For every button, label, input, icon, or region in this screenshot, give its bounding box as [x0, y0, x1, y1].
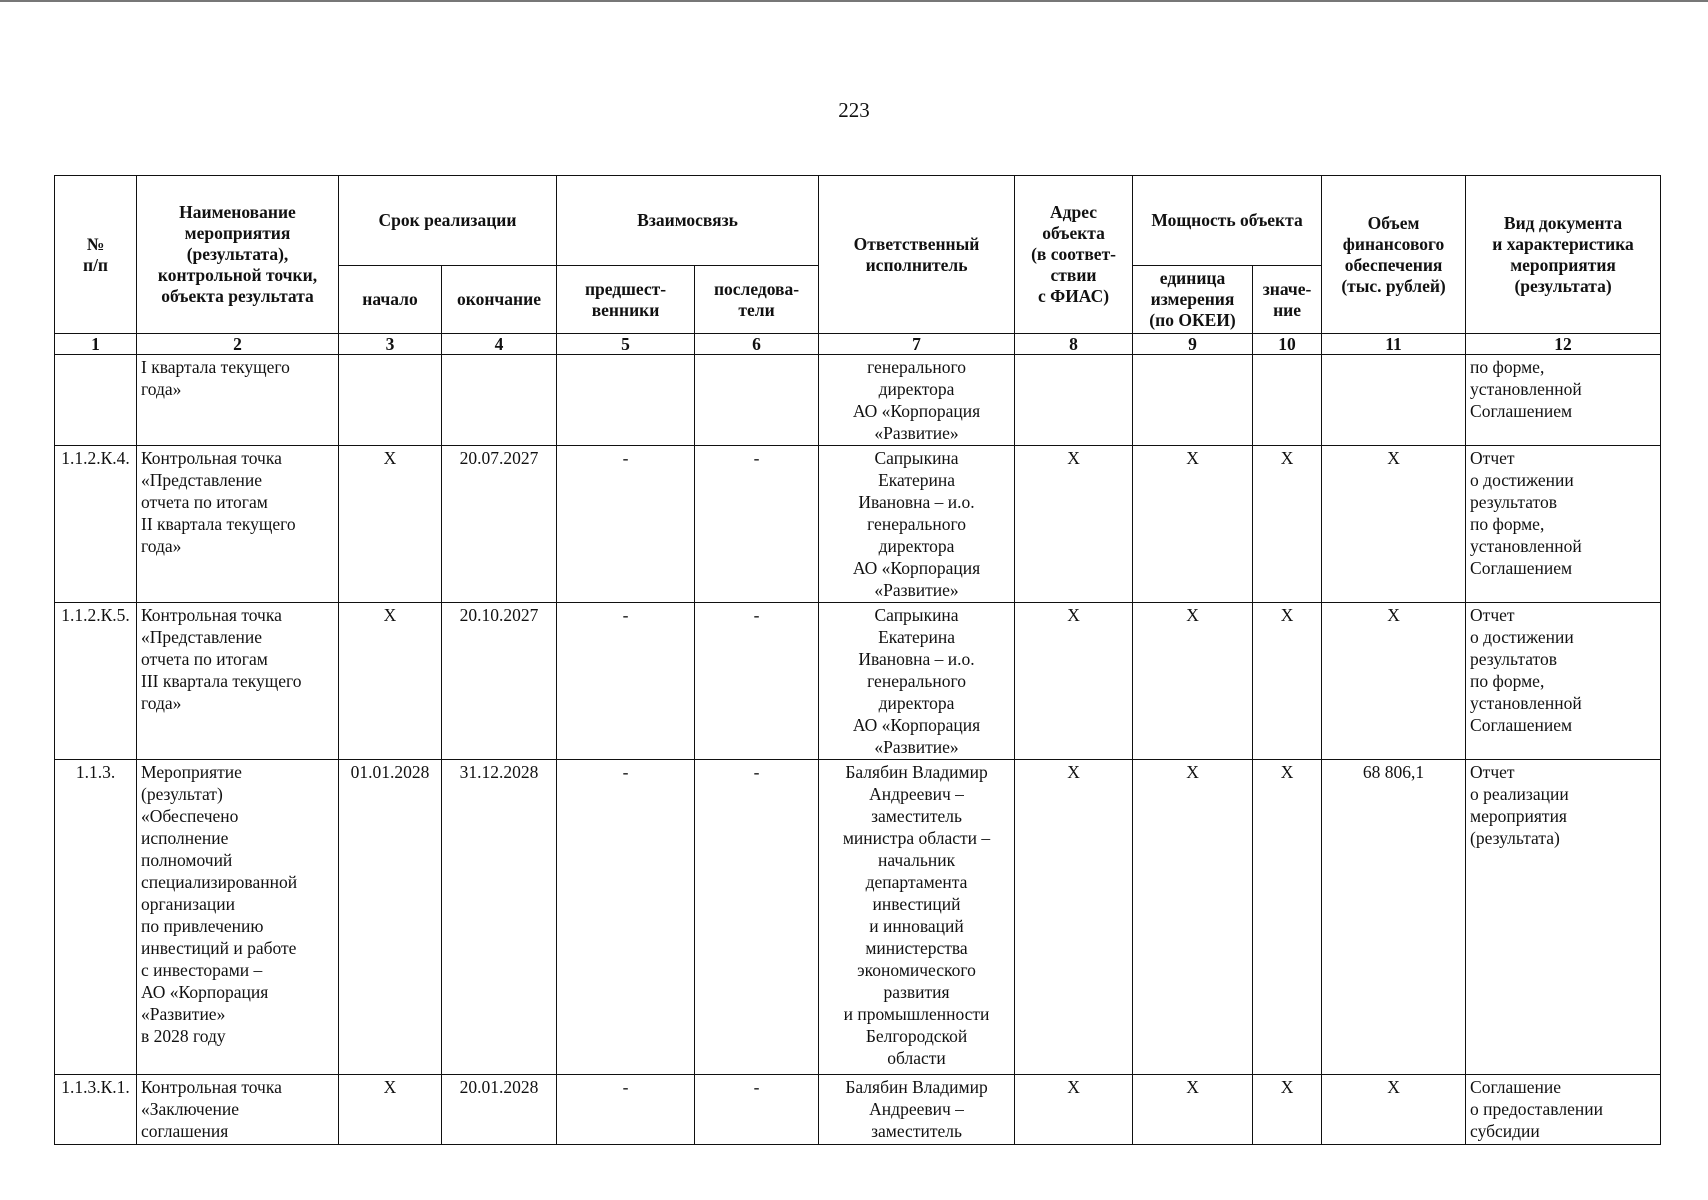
cell-unit	[1133, 355, 1253, 446]
table-row	[55, 355, 1661, 446]
cell-doc-type: Соглашение о предоставлении субсидии	[1466, 1075, 1661, 1145]
cell-end: 20.01.2028	[442, 1075, 557, 1145]
cell-predecessors: -	[557, 446, 695, 603]
cell-name: Контрольная точка «Представление отчета по итогам II квартала текущего года»	[137, 446, 339, 603]
cell-value: X	[1253, 446, 1322, 603]
cell-responsible: Балябин Владимир Андреевич – заместитель министра области – начальник департамента инвестиций и инноваций министерства экономического развития и промышленности Белгородской области	[819, 760, 1015, 1075]
column-number: 3	[339, 334, 442, 355]
header-capacity: Мощность объекта	[1133, 176, 1322, 266]
cell-successors: -	[695, 1075, 819, 1145]
cell-successors	[695, 355, 819, 446]
header-value: значе- ние	[1253, 266, 1322, 334]
cell-doc-type: Отчет о достижении результатов по форме, установленной Соглашением	[1466, 446, 1661, 603]
cell-start: X	[339, 1075, 442, 1145]
cell-start: 01.01.2028	[339, 760, 442, 1075]
table-row	[55, 1075, 1661, 1145]
cell-unit: X	[1133, 760, 1253, 1075]
column-number: 9	[1133, 334, 1253, 355]
scan-edge-line	[0, 0, 1708, 2]
cell-name: Мероприятие (результат) «Обеспечено исполнение полномочий специализированной организации по привлечению инвестиций и работе с инвесторами – АО «Корпорация «Развитие» в 2028 году	[137, 760, 339, 1075]
cell-predecessors: -	[557, 603, 695, 760]
cell-unit: X	[1133, 603, 1253, 760]
header-responsible: Ответственный исполнитель	[819, 176, 1015, 334]
column-number: 8	[1015, 334, 1133, 355]
header-end: окончание	[442, 266, 557, 334]
cell-address: X	[1015, 446, 1133, 603]
header-relation: Взаимосвязь	[557, 176, 819, 266]
cell-number: 1.1.2.К.5.	[55, 603, 137, 760]
cell-responsible: Сапрыкина Екатерина Ивановна – и.о. генерального директора АО «Корпорация «Развитие»	[819, 446, 1015, 603]
cell-doc-type: по форме, установленной Соглашением	[1466, 355, 1661, 446]
header-doc-type: Вид документа и характеристика мероприятия (результата)	[1466, 176, 1661, 334]
cell-value	[1253, 355, 1322, 446]
cell-address: X	[1015, 603, 1133, 760]
column-number: 11	[1322, 334, 1466, 355]
cell-successors: -	[695, 603, 819, 760]
header-unit: единица измерения (по ОКЕИ)	[1133, 266, 1253, 334]
cell-responsible: Сапрыкина Екатерина Ивановна – и.о. генерального директора АО «Корпорация «Развитие»	[819, 603, 1015, 760]
cell-end: 20.07.2027	[442, 446, 557, 603]
cell-funding: 68 806,1	[1322, 760, 1466, 1075]
cell-value: X	[1253, 603, 1322, 760]
cell-successors: -	[695, 446, 819, 603]
table-header	[55, 176, 1661, 355]
column-number-row	[55, 334, 1661, 355]
cell-funding: X	[1322, 1075, 1466, 1145]
cell-doc-type: Отчет о реализации мероприятия (результата)	[1466, 760, 1661, 1075]
cell-address: X	[1015, 760, 1133, 1075]
column-number: 4	[442, 334, 557, 355]
cell-unit: X	[1133, 446, 1253, 603]
table-body	[55, 355, 1661, 1145]
cell-successors: -	[695, 760, 819, 1075]
header-predecessors: предшест- венники	[557, 266, 695, 334]
plan-table	[54, 175, 1661, 1145]
table-row	[55, 603, 1661, 760]
cell-number	[55, 355, 137, 446]
cell-number: 1.1.2.К.4.	[55, 446, 137, 603]
header-funding: Объем финансового обеспечения (тыс. рублей)	[1322, 176, 1466, 334]
cell-number: 1.1.3.	[55, 760, 137, 1075]
header-period: Срок реализации	[339, 176, 557, 266]
header-start: начало	[339, 266, 442, 334]
column-number: 2	[137, 334, 339, 355]
column-number: 5	[557, 334, 695, 355]
cell-number: 1.1.3.К.1.	[55, 1075, 137, 1145]
header-number: № п/п	[55, 176, 137, 334]
cell-value: X	[1253, 1075, 1322, 1145]
header-name: Наименование мероприятия (результата), контрольной точки, объекта результата	[137, 176, 339, 334]
column-number: 1	[55, 334, 137, 355]
cell-responsible: Балябин Владимир Андреевич – заместитель	[819, 1075, 1015, 1145]
header-address: Адрес объекта (в соответ- ствии с ФИАС)	[1015, 176, 1133, 334]
cell-funding: X	[1322, 603, 1466, 760]
cell-name: Контрольная точка «Заключение соглашения	[137, 1075, 339, 1145]
column-number: 12	[1466, 334, 1661, 355]
cell-funding	[1322, 355, 1466, 446]
cell-start: X	[339, 603, 442, 760]
column-number: 6	[695, 334, 819, 355]
column-number: 10	[1253, 334, 1322, 355]
cell-end: 20.10.2027	[442, 603, 557, 760]
header-successors: последова- тели	[695, 266, 819, 334]
cell-address: X	[1015, 1075, 1133, 1145]
cell-address	[1015, 355, 1133, 446]
cell-start	[339, 355, 442, 446]
cell-predecessors	[557, 355, 695, 446]
cell-name: I квартала текущего года»	[137, 355, 339, 446]
cell-doc-type: Отчет о достижении результатов по форме, установленной Соглашением	[1466, 603, 1661, 760]
table-row	[55, 446, 1661, 603]
cell-value: X	[1253, 760, 1322, 1075]
cell-predecessors: -	[557, 1075, 695, 1145]
cell-unit: X	[1133, 1075, 1253, 1145]
table-row	[55, 760, 1661, 1075]
cell-end: 31.12.2028	[442, 760, 557, 1075]
column-number: 7	[819, 334, 1015, 355]
cell-end	[442, 355, 557, 446]
cell-predecessors: -	[557, 760, 695, 1075]
cell-responsible: генерального директора АО «Корпорация «Развитие»	[819, 355, 1015, 446]
cell-name: Контрольная точка «Представление отчета по итогам III квартала текущего года»	[137, 603, 339, 760]
cell-funding: X	[1322, 446, 1466, 603]
page-number: 223	[838, 98, 870, 122]
cell-start: X	[339, 446, 442, 603]
